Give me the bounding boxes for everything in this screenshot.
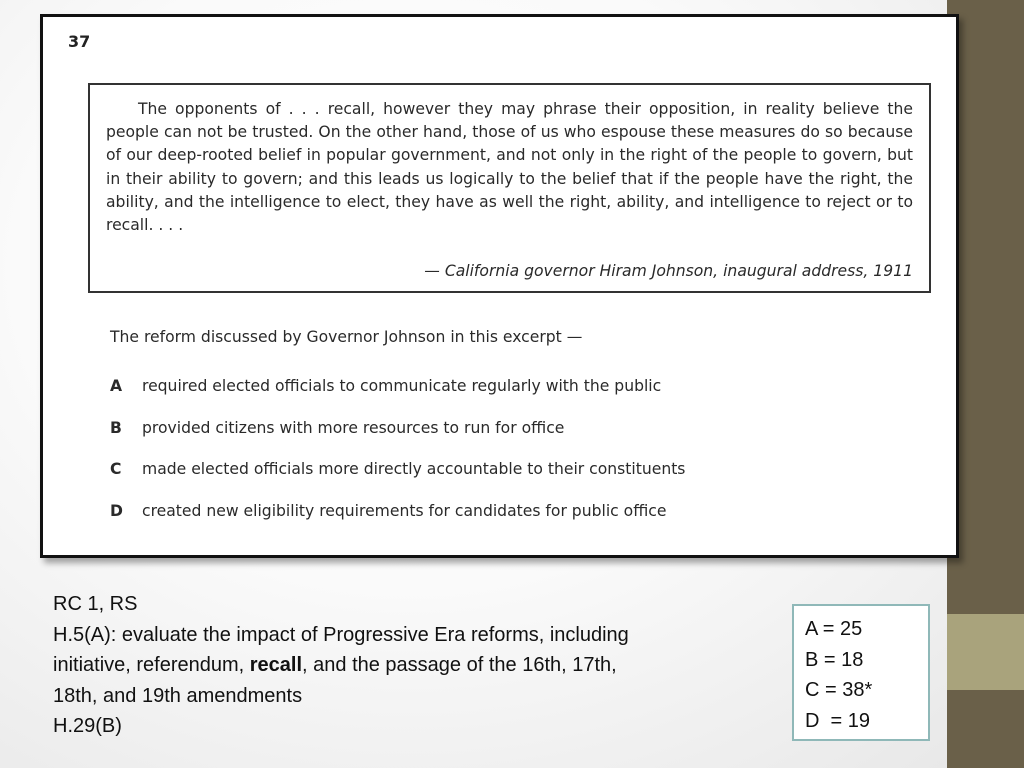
choice-text: made elected officials more directly accountable to their constituents: [142, 460, 686, 478]
answer-choice-c: [110, 460, 685, 478]
choice-text: provided citizens with more resources to run for office: [142, 419, 565, 437]
notes-line-standard-continued: [53, 650, 629, 681]
question-stem: The reform discussed by Governor Johnson in this excerpt —: [110, 328, 583, 346]
choice-letter: A: [110, 377, 123, 395]
standards-notes: [53, 589, 629, 742]
result-d: D = 19: [805, 709, 871, 732]
answer-choice-b: [110, 419, 564, 437]
quote-box: [88, 83, 931, 293]
notes-text: initiative, referendum,: [53, 654, 250, 676]
choice-text: required elected officials to communicate regularly with the public: [142, 377, 662, 395]
notes-text: , and the passage of the 16th, 17th,: [302, 654, 617, 676]
choice-letter: B: [110, 419, 122, 437]
notes-line-standard-secondary: H.29(B): [53, 715, 122, 737]
notes-bold-recall: recall: [249, 654, 303, 676]
question-card: [40, 14, 959, 558]
answer-choice-d: [110, 502, 666, 520]
answer-choice-a: [110, 377, 661, 395]
results-box: [792, 604, 930, 741]
choice-text: created new eligibility requirements for candidates for public office: [142, 502, 667, 520]
notes-line-standard: H.5(A): evaluate the impact of Progressive Era reforms, including: [53, 623, 629, 646]
notes-line-amendments: 18th, and 19th amendments: [53, 684, 303, 707]
result-a: A = 25: [805, 618, 863, 640]
decorative-sidebar-accent: [947, 614, 1024, 690]
quote-citation: — California governor Hiram Johnson, inaugural address, 1911: [424, 262, 913, 280]
quote-text: The opponents of . . . recall, however they may phrase their opposition, in reality believe the people can not be trusted. On the other hand, those of us who espouse these measures do so because of our deep-rooted belief in popular government, and not only in the right of the people to govern, but in their ability to govern; and this leads us logically to the belief that if the people have the right, the ability, and the intelligence to elect, they have as well the right, ability, and intelligence to reject or to recall. . . .: [106, 100, 913, 235]
result-c: C = 38*: [805, 679, 873, 701]
result-b: B = 18: [805, 648, 864, 671]
choice-letter: D: [110, 502, 123, 520]
choice-letter: C: [110, 460, 122, 478]
notes-line-reporting-category: RC 1, RS: [53, 593, 138, 615]
question-number: 37: [68, 32, 91, 51]
